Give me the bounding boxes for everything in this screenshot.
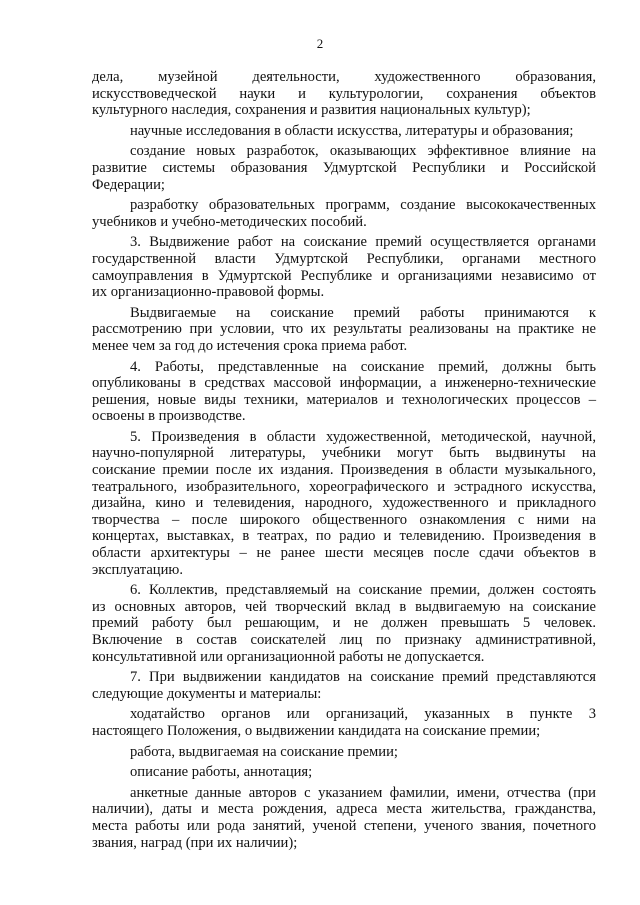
text-line: опубликованы в средствах массовой информации, а инженерно-технические: [92, 375, 596, 392]
paragraph: [92, 305, 596, 355]
text-line: менее чем за год до истечения срока приема работ.: [92, 337, 408, 354]
text-line: работа, выдвигаемая на соискание премии;: [130, 743, 398, 760]
text-line: ходатайство органов или организаций, указанных в пункте 3: [130, 706, 596, 723]
text-line: из основных авторов, чей творческий вклад в выдвигаемую на соискание: [92, 598, 596, 615]
paragraph: [92, 197, 596, 230]
text-line: следующие документы и материалы:: [92, 685, 322, 702]
paragraph: [92, 359, 596, 425]
text-line: 7. При выдвижении кандидатов на соискание премий представляются: [130, 669, 596, 686]
text-line: учебников и учебно-методических пособий.: [92, 213, 367, 230]
text-line: 5. Произведения в области художественной, методической, научной,: [130, 428, 596, 445]
text-line: 3. Выдвижение работ на соискание премий осуществляется органами: [130, 234, 596, 251]
paragraph: [92, 123, 596, 140]
text-line: премий работу был решающим, и не должен превышать 5 человек.: [92, 615, 596, 632]
text-line: места работы или рода занятий, ученой степени, ученого звания, почетного: [92, 817, 596, 834]
text-line: государственной власти Удмуртской Республики, органами местного: [92, 250, 596, 267]
text-line: Включение в состав соискателей лиц по признаку административной,: [92, 632, 596, 648]
text-line: научные исследования в области искусства, литературы и образования;: [130, 122, 574, 139]
text-line: Выдвигаемые на соискание премий работы принимаются к: [130, 304, 596, 321]
text-line: Федерации;: [92, 176, 165, 193]
text-line: развитие системы образования Удмуртской Республики и Российской: [92, 159, 596, 176]
text-line: дизайна, кино и телевидения, народного, художественного и прикладного: [92, 495, 596, 512]
text-line: решения, новые виды техники, материалов и технологических процессов –: [92, 391, 596, 408]
text-line: культурного наследия, сохранения и развития национальных культур);: [92, 102, 531, 119]
paragraph: [92, 69, 596, 119]
text-line: рассмотрению при условии, что их результаты реализованы на практике не: [92, 321, 596, 338]
text-line: разработку образовательных программ, создание высококачественных: [130, 197, 596, 214]
text-line: самоуправления в Удмуртской Республике и организациями независимо от: [92, 267, 596, 284]
page-number: 2: [316, 36, 324, 51]
paragraph: [92, 582, 596, 665]
text-line: творчества – после широкого общественного ознакомления с ними на: [92, 511, 596, 528]
paragraph: [92, 785, 596, 851]
paragraph: [92, 669, 596, 702]
text-line: освоены в производстве.: [92, 408, 246, 425]
text-line: 4. Работы, представленные на соискание премий, должны быть: [130, 358, 596, 375]
text-line: их организационно-правовой формы.: [92, 284, 325, 301]
text-line: эксплуатацию.: [92, 561, 183, 578]
document-body: [92, 69, 596, 851]
text-line: области архитектуры – не ранее шести месяцев после сдачи объектов в: [92, 545, 596, 562]
text-line: описание работы, аннотация;: [130, 764, 313, 781]
paragraph: [92, 706, 596, 739]
text-line: искусствоведческой науки и культурологии, сохранения объектов: [92, 85, 596, 102]
paragraph: [92, 143, 596, 193]
text-line: наличии), даты и места рождения, адреса места жительства, гражданства,: [92, 801, 596, 818]
paragraph: [92, 234, 596, 300]
text-line: настоящего Положения, о выдвижении кандидата на соискание премии;: [92, 722, 541, 739]
paragraph: [92, 764, 596, 781]
text-line: дела, музейной деятельности, художественного образования,: [92, 69, 596, 85]
text-line: научно-популярной литературы, учебники могут быть выдвинуты на: [92, 445, 596, 462]
text-line: консультативной или организационной работы не допускается.: [92, 648, 485, 665]
text-line: соискание премии после их издания. Произведения в области музыкального,: [92, 462, 596, 479]
text-line: анкетные данные авторов с указанием фамилии, имени, отчества (при: [130, 784, 596, 801]
text-line: театрального, изобразительного, хореографического и эстрадного искусства,: [92, 478, 596, 495]
text-line: 6. Коллектив, представляемый на соискание премии, должен состоять: [130, 582, 596, 599]
text-line: создание новых разработок, оказывающих эффективное влияние на: [130, 143, 596, 160]
paragraph: [92, 744, 596, 761]
text-line: звания, наград (при их наличии);: [92, 834, 298, 851]
paragraph: [92, 429, 596, 578]
text-line: концертах, выставках, в театрах, по радио и телевидению. Произведения в: [92, 528, 596, 545]
